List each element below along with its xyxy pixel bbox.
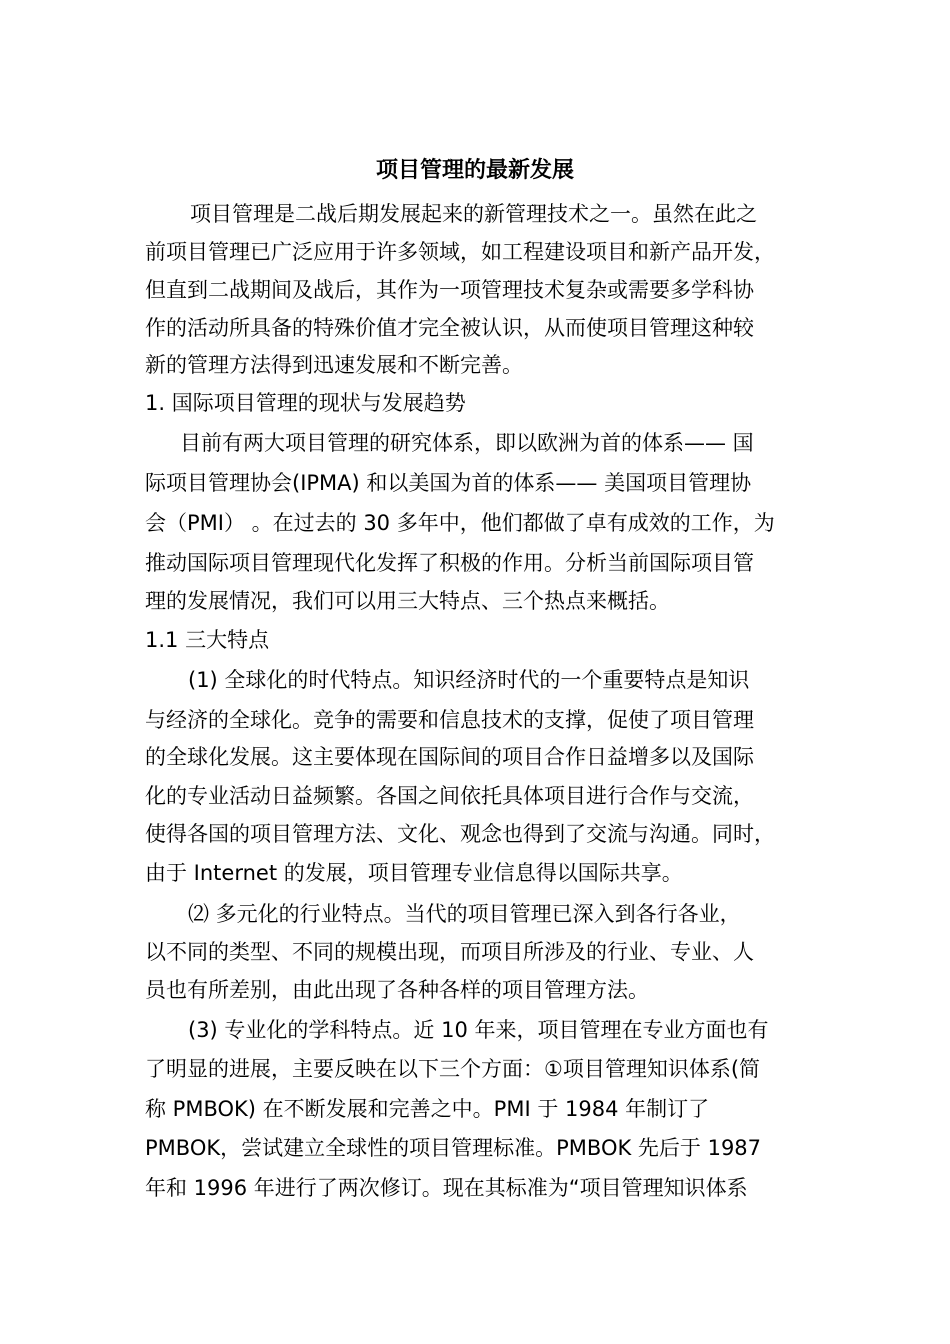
section-heading: 1. 国际项目管理的现状与发展趋势	[145, 391, 466, 415]
paragraph-line: 前项目管理已广泛应用于许多领域，如工程建设项目和新产品开发，	[145, 240, 775, 264]
paragraph-line: 目前有两大项目管理的研究体系，即以欧洲为首的体系—— 国	[180, 431, 754, 455]
paragraph-line: PMBOK，尝试建立全球性的项目管理标准。PMBOK 先后于 1987	[145, 1136, 762, 1160]
paragraph-line: 会（PMI） 。在过去的 30 多年中，他们都做了卓有成效的工作，为	[145, 511, 775, 535]
paragraph-line: 推动国际项目管理现代化发挥了积极的作用。分析当前国际项目管	[145, 551, 754, 575]
paragraph-line: 新的管理方法得到迅速发展和不断完善。	[145, 353, 523, 377]
paragraph-line: 称 PMBOK) 在不断发展和完善之中。PMI 于 1984 年制订了	[145, 1097, 710, 1121]
paragraph-line: (1) 全球化的时代特点。知识经济时代的一个重要特点是知识	[188, 668, 750, 692]
document-title: 项目管理的最新发展	[375, 158, 574, 183]
paragraph-line: 以不同的类型、不同的规模出现，而项目所涉及的行业、专业、人	[145, 940, 754, 964]
paragraph-line: 作的活动所具备的特殊价值才完全被认识，从而使项目管理这种较	[145, 316, 754, 340]
paragraph-line: 由于 Internet 的发展，项目管理专业信息得以国际共享。	[145, 861, 683, 885]
paragraph-line: (3) 专业化的学科特点。近 10 年来，项目管理在专业方面也有	[188, 1018, 769, 1042]
paragraph-line: 项目管理是二战后期发展起来的新管理技术之一。虽然在此之	[190, 202, 757, 226]
paragraph-line: 但直到二战期间及战后，其作为一项管理技术复杂或需要多学科协	[145, 278, 754, 302]
paragraph-line: 与经济的全球化。竞争的需要和信息技术的支撑，促使了项目管理	[145, 708, 754, 732]
paragraph-line: 了明显的进展，主要反映在以下三个方面：①项目管理知识体系(简	[145, 1057, 761, 1081]
paragraph-line: 化的专业活动日益频繁。各国之间依托具体项目进行合作与交流，	[145, 784, 754, 808]
paragraph-line: ⑵ 多元化的行业特点。当代的项目管理已深入到各行各业，	[188, 902, 741, 926]
paragraph-line: 年和 1996 年进行了两次修订。现在其标准为“项目管理知识体系	[145, 1176, 748, 1200]
paragraph-line: 际项目管理协会(IPMA) 和以美国为首的体系—— 美国项目管理协	[145, 471, 752, 495]
paragraph-line: 的全球化发展。这主要体现在国际间的项目合作日益增多以及国际	[145, 745, 754, 769]
paragraph-line: 员也有所差别，由此出现了各种各样的项目管理方法。	[145, 978, 649, 1002]
paragraph-line: 理的发展情况，我们可以用三大特点、三个热点来概括。	[145, 589, 670, 613]
subsection-heading: 1.1 三大特点	[145, 628, 270, 652]
paragraph-line: 使得各国的项目管理方法、文化、观念也得到了交流与沟通。同时，	[145, 822, 775, 846]
